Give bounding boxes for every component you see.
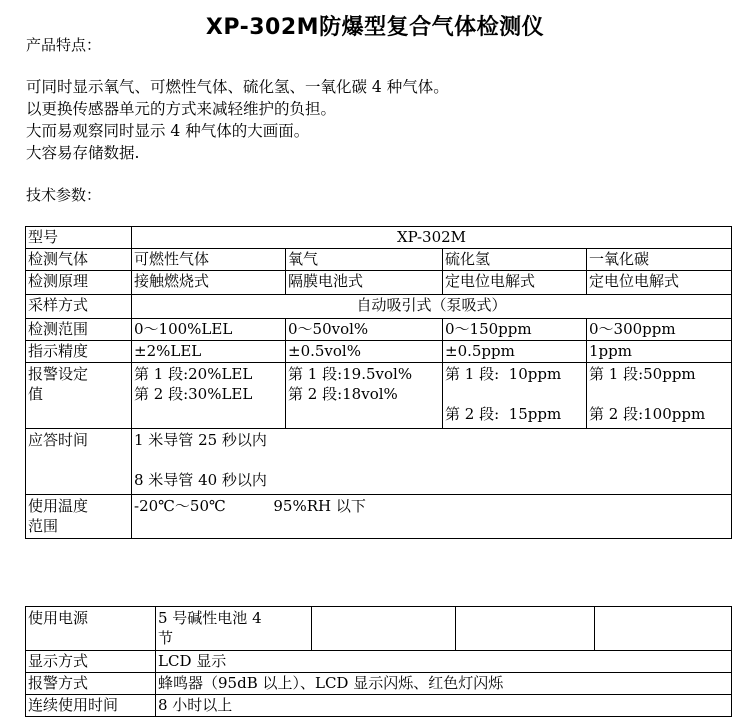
empty-cell [456,607,595,651]
table-row [26,341,732,363]
response-line: 8 米导管 40 秒以内 [134,471,267,489]
empty-cell [595,607,732,651]
gas-cell: 一氧化碳 [587,249,732,271]
range-label: 检测范围 [26,319,132,341]
principle-cell: 接触燃烧式 [132,271,286,295]
humidity-range: 95%RH 以下 [273,497,366,515]
response-label: 应答时间 [26,429,132,495]
accuracy-label: 指示精度 [26,341,132,363]
gas-label: 检测气体 [26,249,132,271]
alarm-stage-2: 第 2 段:100ppm [589,405,706,423]
range-cell: 0～50vol% [286,319,443,341]
accuracy-cell: 1ppm [587,341,732,363]
alarm-stage-1: 第 1 段:19.5vol% [288,365,413,383]
empty-cell [312,607,456,651]
range-cell: 0～150ppm [443,319,587,341]
model-label: 型号 [26,227,132,249]
alarm-stage-1: 第 1 段:20%LEL [134,365,253,383]
alarm-mode-value: 蜂鸣器（95dB 以上）、LCD 显示闪烁、红色灯闪烁 [156,673,732,695]
table-row [26,249,732,271]
table-row [26,673,732,695]
range-cell: 0～100%LEL [132,319,286,341]
alarm-stage-1: 第 1 段:50ppm [589,365,696,383]
gas-cell: 可燃性气体 [132,249,286,271]
table-row [26,695,732,717]
accuracy-cell: ±2%LEL [132,341,286,363]
specs-heading: 技术参数： [26,186,102,204]
alarm-label-line: 值 [28,385,44,403]
temperature-label [26,495,132,539]
temperature-label-line: 使用温度 [28,497,89,515]
principle-cell: 隔膜电池式 [286,271,443,295]
alarm-stage-2: 第 2 段:18vol% [288,385,398,403]
response-value [132,429,732,495]
table-row [26,429,732,495]
alarm-stage-2: 第 2 段:30%LEL [134,385,253,403]
alarm-cell [587,363,732,429]
model-value: XP-302M [132,227,732,249]
continuous-label: 连续使用时间 [26,695,156,717]
temperature-label-line: 范围 [28,517,59,535]
table-row [26,319,732,341]
alarm-stage-2: 第 2 段: 15ppm [445,405,562,423]
continuous-value: 8 小时以上 [156,695,732,717]
accuracy-cell: ±0.5ppm [443,341,587,363]
temperature-value [132,495,732,539]
document-title: XP-302M防爆型复合气体检测仪 [205,15,545,40]
alarm-label [26,363,132,429]
table-row [26,607,732,651]
power-value [156,607,312,651]
table-row [26,363,732,429]
alarm-label-line: 报警设定 [28,365,89,383]
sampling-label: 采样方式 [26,295,132,319]
gas-cell: 氧气 [286,249,443,271]
alarm-cell [132,363,286,429]
table-row [26,271,732,295]
alarm-cell [443,363,587,429]
accuracy-cell: ±0.5vol% [286,341,443,363]
table-row [26,227,732,249]
feature-line: 大而易观察同时显示 4 种气体的大画面。 [26,122,310,140]
principle-cell: 定电位电解式 [443,271,587,295]
features-heading: 产品特点： [26,36,102,54]
table-row [26,495,732,539]
alarm-stage-1: 第 1 段: 10ppm [445,365,562,383]
power-label: 使用电源 [26,607,156,651]
feature-line: 大容易存储数据. [26,144,140,162]
spec-table-2 [25,606,732,717]
principle-label: 检测原理 [26,271,132,295]
range-cell: 0～300ppm [587,319,732,341]
feature-line: 可同时显示氧气、可燃性气体、硫化氢、一氧化碳 4 种气体。 [26,78,449,96]
gas-cell: 硫化氢 [443,249,587,271]
spec-table [25,226,732,539]
display-label: 显示方式 [26,651,156,673]
table-row [26,295,732,319]
power-line: 5 号碱性电池 4 [158,609,262,627]
feature-line: 以更换传感器单元的方式来减轻维护的负担。 [26,100,337,118]
alarm-mode-label: 报警方式 [26,673,156,695]
sampling-value: 自动吸引式（泵吸式） [132,295,732,319]
features-list [26,76,449,164]
temperature-range: -20℃～50℃ [134,497,226,515]
table-row [26,651,732,673]
alarm-cell [286,363,443,429]
principle-cell: 定电位电解式 [587,271,732,295]
power-line: 节 [158,629,174,647]
display-value: LCD 显示 [156,651,732,673]
response-line: 1 米导管 25 秒以内 [134,431,267,449]
